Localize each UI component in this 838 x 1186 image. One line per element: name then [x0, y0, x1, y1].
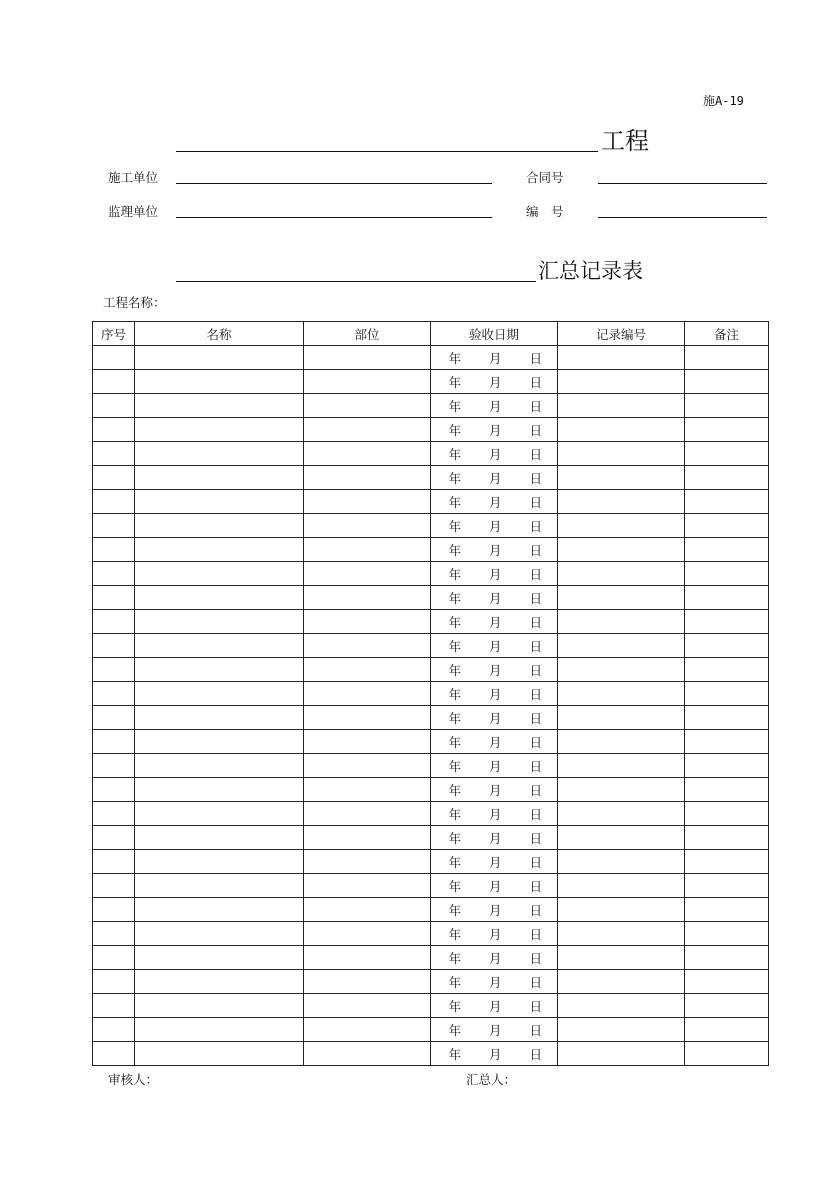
cell-location[interactable] — [304, 826, 431, 850]
cell-location[interactable] — [304, 994, 431, 1018]
cell-seq[interactable] — [93, 346, 135, 370]
cell-remark[interactable] — [685, 754, 769, 778]
cell-remark[interactable] — [685, 778, 769, 802]
cell-seq[interactable] — [93, 850, 135, 874]
cell-remark[interactable] — [685, 586, 769, 610]
cell-name[interactable] — [135, 418, 304, 442]
cell-date[interactable]: 年 月 日 — [431, 658, 558, 682]
cell-name[interactable] — [135, 466, 304, 490]
table-row — [93, 994, 769, 1018]
summarizer-label: 汇总人： — [466, 1072, 517, 1087]
cell-name[interactable] — [135, 874, 304, 898]
cell-record-no[interactable] — [558, 466, 685, 490]
cell-seq[interactable] — [93, 442, 135, 466]
col-header-date: 验收日期 — [431, 322, 558, 346]
table-row — [93, 850, 769, 874]
cell-record-no[interactable] — [558, 514, 685, 538]
cell-name[interactable] — [135, 778, 304, 802]
table-row — [93, 514, 769, 538]
cell-record-no[interactable] — [558, 658, 685, 682]
cell-record-no[interactable] — [558, 1018, 685, 1042]
cell-location[interactable] — [304, 850, 431, 874]
cell-record-no[interactable] — [558, 850, 685, 874]
cell-name[interactable] — [135, 1018, 304, 1042]
cell-location[interactable] — [304, 586, 431, 610]
cell-remark[interactable] — [685, 874, 769, 898]
cell-remark[interactable] — [685, 850, 769, 874]
cell-remark[interactable] — [685, 706, 769, 730]
cell-location[interactable] — [304, 802, 431, 826]
cell-name[interactable] — [135, 922, 304, 946]
table-row — [93, 394, 769, 418]
cell-location[interactable] — [304, 610, 431, 634]
cell-record-no[interactable] — [558, 586, 685, 610]
table-row — [93, 826, 769, 850]
cell-seq[interactable] — [93, 394, 135, 418]
cell-remark[interactable] — [685, 634, 769, 658]
cell-name[interactable] — [135, 610, 304, 634]
cell-date[interactable]: 年 月 日 — [431, 802, 558, 826]
cell-record-no[interactable] — [558, 394, 685, 418]
cell-record-no[interactable] — [558, 802, 685, 826]
cell-name[interactable] — [135, 346, 304, 370]
cell-location[interactable] — [304, 490, 431, 514]
cell-date[interactable]: 年 月 日 — [431, 850, 558, 874]
cell-remark[interactable] — [685, 970, 769, 994]
project-name-line[interactable] — [176, 151, 598, 152]
cell-date[interactable]: 年 月 日 — [431, 562, 558, 586]
cell-name[interactable] — [135, 850, 304, 874]
cell-seq[interactable] — [93, 778, 135, 802]
supervision-unit-field[interactable] — [176, 217, 492, 218]
table-row — [93, 634, 769, 658]
cell-seq[interactable] — [93, 658, 135, 682]
cell-location[interactable] — [304, 898, 431, 922]
table-row — [93, 490, 769, 514]
cell-location[interactable] — [304, 394, 431, 418]
cell-name[interactable] — [135, 826, 304, 850]
cell-seq[interactable] — [93, 418, 135, 442]
cell-seq[interactable] — [93, 922, 135, 946]
cell-name[interactable] — [135, 394, 304, 418]
table-row — [93, 946, 769, 970]
cell-date[interactable]: 年 月 日 — [431, 610, 558, 634]
cell-record-no[interactable] — [558, 706, 685, 730]
cell-location[interactable] — [304, 562, 431, 586]
cell-name[interactable] — [135, 946, 304, 970]
cell-date[interactable]: 年 月 日 — [431, 994, 558, 1018]
cell-date[interactable]: 年 月 日 — [431, 826, 558, 850]
cell-date[interactable]: 年 月 日 — [431, 946, 558, 970]
cell-seq[interactable] — [93, 970, 135, 994]
cell-record-no[interactable] — [558, 442, 685, 466]
cell-location[interactable] — [304, 1018, 431, 1042]
col-header-record-no: 记录编号 — [558, 322, 685, 346]
cell-record-no[interactable] — [558, 346, 685, 370]
cell-name[interactable] — [135, 562, 304, 586]
cell-seq[interactable] — [93, 1042, 135, 1066]
col-header-location: 部位 — [304, 322, 431, 346]
cell-seq[interactable] — [93, 802, 135, 826]
cell-date[interactable]: 年 月 日 — [431, 922, 558, 946]
cell-remark[interactable] — [685, 658, 769, 682]
table-row — [93, 682, 769, 706]
cell-location[interactable] — [304, 466, 431, 490]
cell-date[interactable]: 年 月 日 — [431, 778, 558, 802]
table-header-row — [93, 322, 769, 346]
table-row — [93, 658, 769, 682]
cell-name[interactable] — [135, 370, 304, 394]
cell-name[interactable] — [135, 754, 304, 778]
cell-location[interactable] — [304, 778, 431, 802]
cell-remark[interactable] — [685, 946, 769, 970]
cell-date[interactable]: 年 月 日 — [431, 442, 558, 466]
cell-record-no[interactable] — [558, 754, 685, 778]
cell-remark[interactable] — [685, 562, 769, 586]
cell-location[interactable] — [304, 706, 431, 730]
contract-no-label: 合同号 — [526, 170, 564, 185]
table-row — [93, 538, 769, 562]
cell-seq[interactable] — [93, 466, 135, 490]
table-row — [93, 442, 769, 466]
cell-record-no[interactable] — [558, 730, 685, 754]
cell-date[interactable]: 年 月 日 — [431, 514, 558, 538]
form-code: 施A-19 — [703, 94, 744, 108]
cell-name[interactable] — [135, 994, 304, 1018]
cell-remark[interactable] — [685, 994, 769, 1018]
cell-name[interactable] — [135, 970, 304, 994]
construction-unit-label: 施工单位 — [108, 170, 159, 185]
cell-record-no[interactable] — [558, 370, 685, 394]
cell-seq[interactable] — [93, 634, 135, 658]
cell-name[interactable] — [135, 682, 304, 706]
cell-remark[interactable] — [685, 394, 769, 418]
cell-seq[interactable] — [93, 874, 135, 898]
cell-seq[interactable] — [93, 514, 135, 538]
cell-date[interactable]: 年 月 日 — [431, 346, 558, 370]
table-row — [93, 562, 769, 586]
cell-date[interactable]: 年 月 日 — [431, 970, 558, 994]
table-subject-line[interactable] — [176, 281, 536, 282]
cell-name[interactable] — [135, 1042, 304, 1066]
cell-date[interactable]: 年 月 日 — [431, 586, 558, 610]
cell-location[interactable] — [304, 442, 431, 466]
col-header-remark: 备注 — [685, 322, 769, 346]
cell-seq[interactable] — [93, 538, 135, 562]
cell-record-no[interactable] — [558, 922, 685, 946]
cell-seq[interactable] — [93, 730, 135, 754]
table-row — [93, 922, 769, 946]
cell-record-no[interactable] — [558, 1042, 685, 1066]
cell-remark[interactable] — [685, 514, 769, 538]
cell-date[interactable]: 年 月 日 — [431, 706, 558, 730]
cell-record-no[interactable] — [558, 562, 685, 586]
cell-record-no[interactable] — [558, 874, 685, 898]
table-row — [93, 346, 769, 370]
cell-seq[interactable] — [93, 826, 135, 850]
cell-seq[interactable] — [93, 754, 135, 778]
contract-no-field[interactable] — [598, 183, 767, 184]
cell-seq[interactable] — [93, 946, 135, 970]
table-title: 汇总记录表 — [538, 259, 643, 283]
cell-record-no[interactable] — [558, 946, 685, 970]
table-row — [93, 1018, 769, 1042]
col-header-name: 名称 — [135, 322, 304, 346]
serial-no-label: 编 号 — [526, 204, 564, 219]
table-row — [93, 1042, 769, 1066]
cell-seq[interactable] — [93, 994, 135, 1018]
project-name-label: 工程名称： — [103, 295, 166, 310]
cell-record-no[interactable] — [558, 994, 685, 1018]
cell-remark[interactable] — [685, 826, 769, 850]
table-row — [93, 898, 769, 922]
cell-seq[interactable] — [93, 490, 135, 514]
cell-location[interactable] — [304, 1042, 431, 1066]
cell-name[interactable] — [135, 634, 304, 658]
cell-date[interactable]: 年 月 日 — [431, 466, 558, 490]
cell-remark[interactable] — [685, 370, 769, 394]
cell-location[interactable] — [304, 682, 431, 706]
project-suffix: 工程 — [601, 127, 649, 155]
cell-location[interactable] — [304, 538, 431, 562]
cell-seq[interactable] — [93, 682, 135, 706]
table-row — [93, 730, 769, 754]
cell-record-no[interactable] — [558, 970, 685, 994]
cell-name[interactable] — [135, 538, 304, 562]
cell-date[interactable]: 年 月 日 — [431, 1018, 558, 1042]
cell-record-no[interactable] — [558, 682, 685, 706]
cell-record-no[interactable] — [558, 826, 685, 850]
cell-remark[interactable] — [685, 418, 769, 442]
cell-name[interactable] — [135, 802, 304, 826]
cell-date[interactable]: 年 月 日 — [431, 682, 558, 706]
cell-remark[interactable] — [685, 538, 769, 562]
table-row — [93, 706, 769, 730]
cell-record-no[interactable] — [558, 538, 685, 562]
cell-name[interactable] — [135, 586, 304, 610]
table-row — [93, 802, 769, 826]
table-row — [93, 610, 769, 634]
cell-remark[interactable] — [685, 466, 769, 490]
cell-name[interactable] — [135, 514, 304, 538]
reviewer-label: 审核人： — [108, 1072, 159, 1087]
col-header-seq: 序号 — [93, 322, 135, 346]
cell-location[interactable] — [304, 922, 431, 946]
cell-date[interactable]: 年 月 日 — [431, 490, 558, 514]
cell-location[interactable] — [304, 754, 431, 778]
cell-date[interactable]: 年 月 日 — [431, 874, 558, 898]
cell-location[interactable] — [304, 874, 431, 898]
cell-name[interactable] — [135, 730, 304, 754]
cell-remark[interactable] — [685, 1042, 769, 1066]
cell-name[interactable] — [135, 898, 304, 922]
cell-name[interactable] — [135, 706, 304, 730]
cell-location[interactable] — [304, 418, 431, 442]
summary-table — [92, 321, 769, 1066]
table-row — [93, 778, 769, 802]
cell-record-no[interactable] — [558, 634, 685, 658]
cell-remark[interactable] — [685, 898, 769, 922]
cell-seq[interactable] — [93, 1018, 135, 1042]
cell-seq[interactable] — [93, 586, 135, 610]
cell-remark[interactable] — [685, 922, 769, 946]
cell-date[interactable]: 年 月 日 — [431, 898, 558, 922]
table-row — [93, 586, 769, 610]
table-row — [93, 466, 769, 490]
cell-name[interactable] — [135, 442, 304, 466]
table-row — [93, 970, 769, 994]
cell-record-no[interactable] — [558, 778, 685, 802]
cell-location[interactable] — [304, 730, 431, 754]
cell-location[interactable] — [304, 970, 431, 994]
cell-date[interactable]: 年 月 日 — [431, 730, 558, 754]
cell-record-no[interactable] — [558, 418, 685, 442]
cell-location[interactable] — [304, 658, 431, 682]
cell-location[interactable] — [304, 946, 431, 970]
cell-date[interactable]: 年 月 日 — [431, 538, 558, 562]
cell-record-no[interactable] — [558, 898, 685, 922]
cell-date[interactable]: 年 月 日 — [431, 394, 558, 418]
cell-location[interactable] — [304, 346, 431, 370]
table-row — [93, 370, 769, 394]
cell-seq[interactable] — [93, 706, 135, 730]
cell-date[interactable]: 年 月 日 — [431, 418, 558, 442]
cell-remark[interactable] — [685, 730, 769, 754]
cell-location[interactable] — [304, 634, 431, 658]
cell-date[interactable]: 年 月 日 — [431, 370, 558, 394]
cell-seq[interactable] — [93, 370, 135, 394]
cell-record-no[interactable] — [558, 490, 685, 514]
cell-seq[interactable] — [93, 898, 135, 922]
cell-remark[interactable] — [685, 1018, 769, 1042]
cell-record-no[interactable] — [558, 610, 685, 634]
cell-location[interactable] — [304, 370, 431, 394]
cell-remark[interactable] — [685, 802, 769, 826]
cell-remark[interactable] — [685, 346, 769, 370]
cell-remark[interactable] — [685, 682, 769, 706]
construction-unit-field[interactable] — [176, 183, 492, 184]
cell-remark[interactable] — [685, 490, 769, 514]
cell-seq[interactable] — [93, 610, 135, 634]
table-row — [93, 754, 769, 778]
supervision-unit-label: 监理单位 — [108, 204, 159, 219]
cell-name[interactable] — [135, 490, 304, 514]
cell-name[interactable] — [135, 658, 304, 682]
cell-seq[interactable] — [93, 562, 135, 586]
cell-remark[interactable] — [685, 610, 769, 634]
table-row — [93, 418, 769, 442]
cell-date[interactable]: 年 月 日 — [431, 754, 558, 778]
serial-no-field[interactable] — [598, 217, 767, 218]
table-row — [93, 874, 769, 898]
cell-location[interactable] — [304, 514, 431, 538]
cell-remark[interactable] — [685, 442, 769, 466]
cell-date[interactable]: 年 月 日 — [431, 1042, 558, 1066]
cell-date[interactable]: 年 月 日 — [431, 634, 558, 658]
